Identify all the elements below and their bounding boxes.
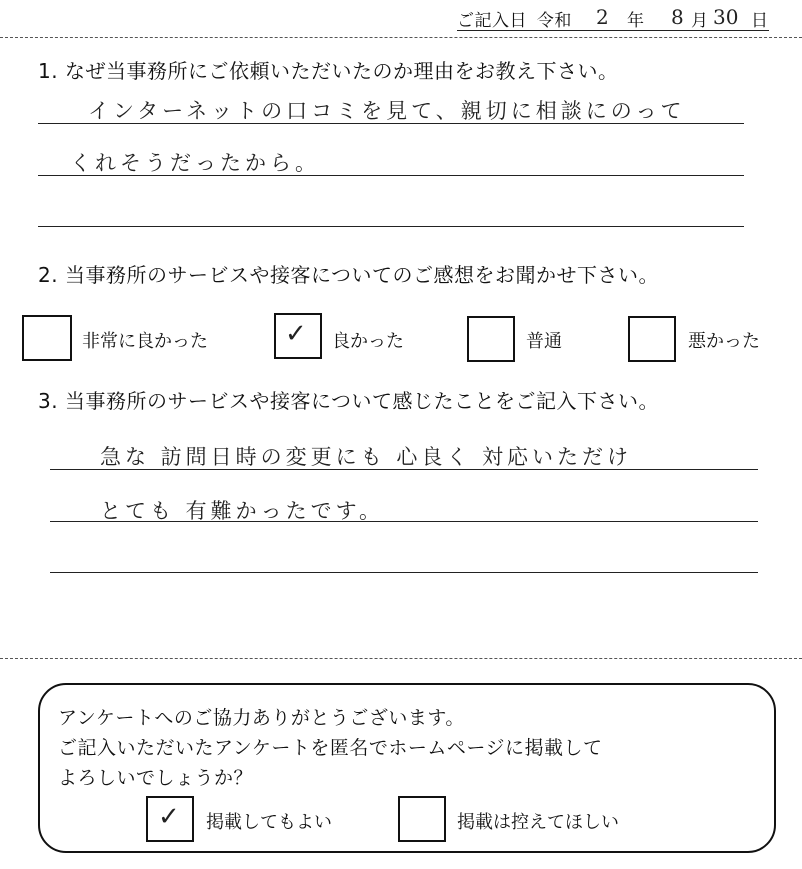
q2-option-1-checkbox[interactable] (22, 315, 72, 361)
date-label-text: ご記入日 (457, 11, 527, 31)
q1-question: 1. なぜ当事務所にご依頼いただいたのか理由をお教え下さい。 (38, 59, 619, 83)
q3-answer-line1: 急な 訪問日時の変更にも 心良く 対応いただけ (100, 445, 633, 469)
q2-option-4-label: 悪かった (688, 331, 760, 352)
consent-option-1-label: 掲載してもよい (206, 812, 332, 833)
q3-rule-1 (50, 469, 758, 470)
date-label (457, 6, 572, 31)
q1-answer-line2: くれそうだったから。 (70, 151, 320, 175)
q2-option-4-checkbox[interactable] (628, 316, 676, 362)
q3-rule-3 (50, 572, 758, 573)
month-unit: 月 (691, 11, 709, 31)
q3-question: 3. 当事務所のサービスや接客について感じたことをご記入下さい。 (38, 389, 660, 413)
q1-rule-2 (38, 175, 744, 176)
q1-answer-line1: インターネットの口コミを見て、親切に相談にのって (88, 99, 686, 123)
q2-option-3-label: 普通 (526, 331, 562, 352)
consent-line2: ご記入いただいたアンケートを匿名でホームページに掲載して (58, 737, 603, 759)
year-unit: 年 (627, 11, 645, 31)
check-mark-icon: ✓ (158, 802, 180, 832)
q2-question: 2. 当事務所のサービスや接客についてのご感想をお聞かせ下さい。 (38, 263, 660, 287)
top-dashed-divider (0, 37, 802, 38)
consent-line1: アンケートへのご協力ありがとうございます。 (58, 707, 465, 729)
check-mark-icon: ✓ (285, 319, 307, 349)
q1-rule-1 (38, 123, 744, 124)
q2-option-2-label: 良かった (332, 331, 404, 352)
day-value: 30 (713, 5, 739, 29)
era-text: 令和 (536, 11, 572, 31)
q2-option-1-label: 非常に良かった (82, 331, 208, 352)
bottom-dashed-divider (0, 658, 802, 659)
q1-rule-3 (38, 226, 744, 227)
year-value: 2 (596, 5, 609, 29)
consent-option-2-label: 掲載は控えてほしい (457, 812, 619, 833)
month-value: 8 (671, 5, 684, 29)
q2-option-2-checkbox[interactable] (274, 313, 322, 359)
consent-option-2-checkbox[interactable] (398, 796, 446, 842)
day-unit: 日 (751, 11, 769, 31)
q3-answer-line2: とても 有難かったです。 (100, 499, 384, 523)
q3-rule-2 (50, 521, 758, 522)
consent-option-1-checkbox[interactable] (146, 796, 194, 842)
date-underline (457, 30, 769, 31)
consent-line3: よろしいでしょうか？ (58, 767, 254, 789)
q2-option-3-checkbox[interactable] (467, 316, 515, 362)
